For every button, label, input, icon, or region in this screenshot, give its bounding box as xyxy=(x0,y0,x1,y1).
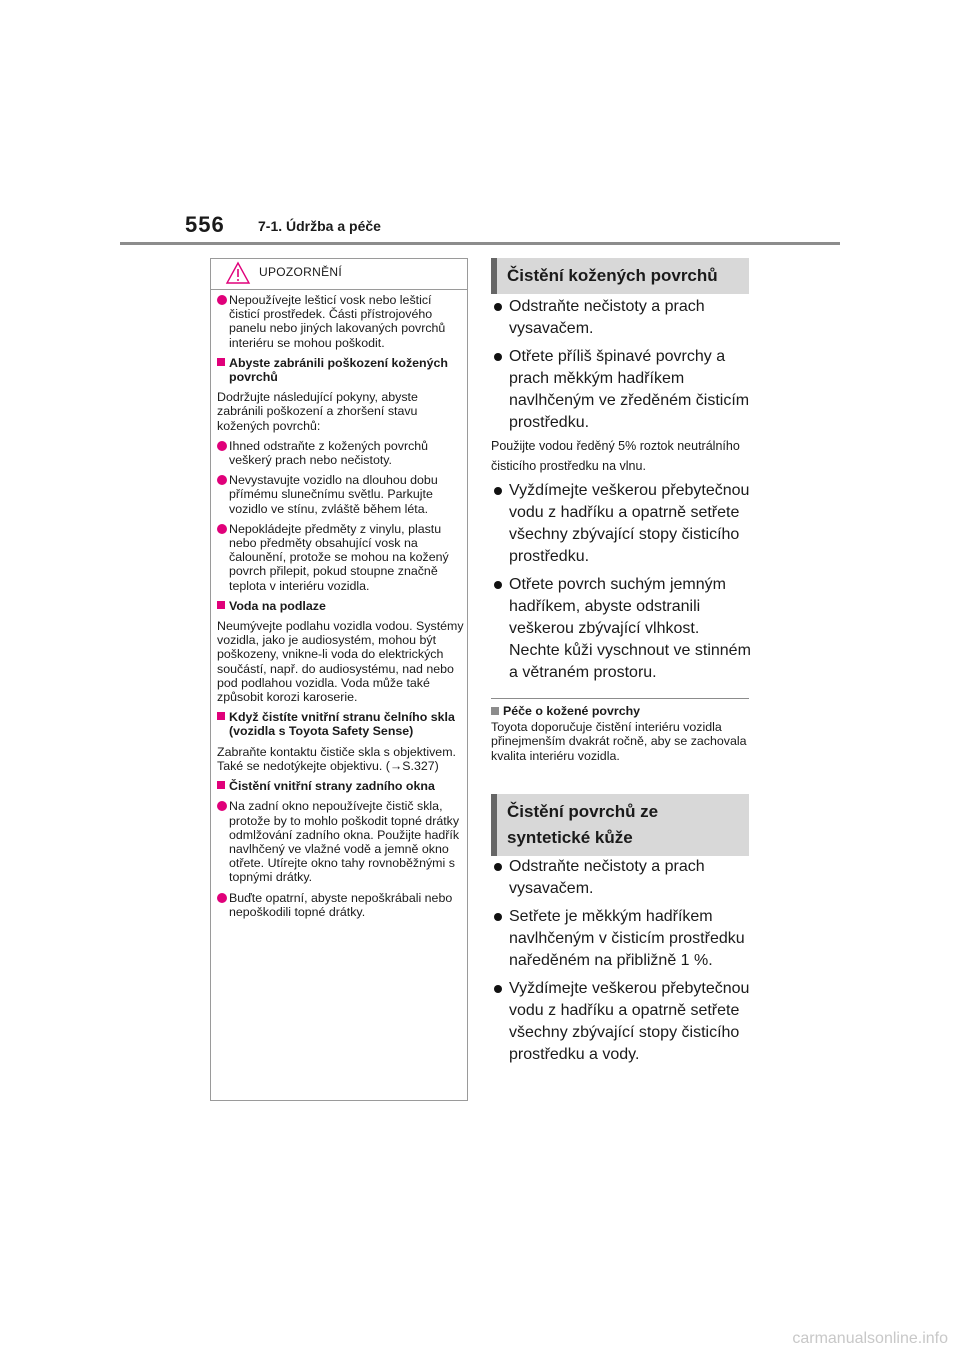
warning-triangle-icon xyxy=(225,261,251,290)
warning-bullet: Ihned odstraňte z kožených povrchů veškerý prach nebo nečistoty. xyxy=(217,439,465,467)
synthetic-steps xyxy=(491,856,753,1072)
warning-header xyxy=(211,259,467,290)
warning-box xyxy=(210,258,468,1101)
warning-bullet: Nepoužívejte lešticí vosk nebo lešticí čisticí prostředek. Části přístrojového panelu nebo jiných lakovaných povrchů interiéru se mohou poškodit. xyxy=(217,293,465,350)
list-item: Odstraňte nečistoty a prach vysavačem. xyxy=(491,296,753,340)
leather-steps-a xyxy=(491,296,753,440)
warning-bullet: Na zadní okno nepoužívejte čistič skla, protože by to mohlo poškodit topné drátky odmlžování zadního okna. Použijte hadřík navlhčený ve vlažné vodě a jemně okno otřete. Utírejte okno tahy rovnoběžnými s topnými drátky. xyxy=(217,799,465,884)
list-item: Otřete příliš špinavé povrchy a prach měkkým hadříkem navlhčeným ve zředěném čisticím prostředku. xyxy=(491,346,753,434)
care-title: Péče o kožené povrchy xyxy=(491,704,753,718)
list-item: Vyždímejte veškerou přebytečnou vodu z hadříku a opatrně setřete všechny zbývající stopy čisticího prostředku a vody. xyxy=(491,978,753,1066)
synthetic-heading: Čistění povrchů ze syntetické kůže xyxy=(491,794,749,856)
care-block xyxy=(491,704,753,763)
warning-paragraph: Zabraňte kontaktu čističe skla s objektivem. Také se nedotýkejte objektivu. (→S.327) xyxy=(217,744,456,773)
warning-subheading: Čistění vnitřní strany zadního okna xyxy=(217,779,465,793)
warning-paragraph: Neumývejte podlahu vozidla vodou. Systémy vozidla, jako je audiosystém, mohou být poškozeny, vnikne-li voda do elektrických součástí, např. do audiosystému, nad nebo pod podlahou vozidla. Voda může také způsobit korozi karoserie. xyxy=(217,619,464,705)
care-divider xyxy=(491,698,749,699)
watermark: carmanualsonline.info xyxy=(792,1330,948,1347)
warning-subheading: Abyste zabránili poškození kožených povrchů xyxy=(217,356,465,384)
warning-subheading: Když čistíte vnitřní stranu čelního skla (vozidla s Toyota Safety Sense) xyxy=(217,710,465,738)
warning-bullet: Buďte opatrní, abyste nepoškrábali nebo nepoškodili topné drátky. xyxy=(217,891,465,919)
warning-paragraph: Dodržujte následující pokyny, abyste zabránili poškození a zhoršení stavu kožených povrchů: xyxy=(217,390,418,433)
warning-bullet: Nevystavujte vozidlo na dlouhou dobu přímému slunečnímu světlu. Parkujte vozidlo ve stínu, zvláště během léta. xyxy=(217,473,465,516)
list-item: Vyždímejte veškerou přebytečnou vodu z hadříku a opatrně setřete všechny zbývající stopy čisticího prostředku. xyxy=(491,480,753,568)
list-item: Setřete je měkkým hadříkem navlhčeným v čisticím prostředku naředěném na přibližně 1 %. xyxy=(491,906,753,972)
warning-body xyxy=(217,293,465,925)
leather-heading: Čistění kožených povrchů xyxy=(491,258,749,294)
warning-bullet: Nepokládejte předměty z vinylu, plastu nebo předměty obsahující vosk na čalounění, protože se mohou na kožený povrch přilepit, pokud stoupne značně teplota v interiéru vozidla. xyxy=(217,522,465,593)
warning-subheading: Voda na podlaze xyxy=(217,599,465,613)
page-number: 556 xyxy=(185,212,225,237)
warning-title: UPOZORNĚNÍ xyxy=(259,265,343,279)
header-divider xyxy=(120,242,840,245)
leather-steps-b xyxy=(491,480,753,690)
list-item: Odstraňte nečistoty a prach vysavačem. xyxy=(491,856,753,900)
section-label: 7-1. Údržba a péče xyxy=(258,218,381,234)
care-text: Toyota doporučuje čistění interiéru vozidla přinejmenším dvakrát ročně, aby se zachovala kvalita interiéru vozidla. xyxy=(491,720,747,763)
list-item: Otřete povrch suchým jemným hadříkem, abyste odstranili veškerou zbývající vlhkost. Nechte kůži vyschnout ve stinném a větraném prostoru. xyxy=(491,574,753,684)
leather-note: Použijte vodou ředěný 5% roztok neutrálního čisticího prostředku na vlnu. xyxy=(491,439,740,473)
